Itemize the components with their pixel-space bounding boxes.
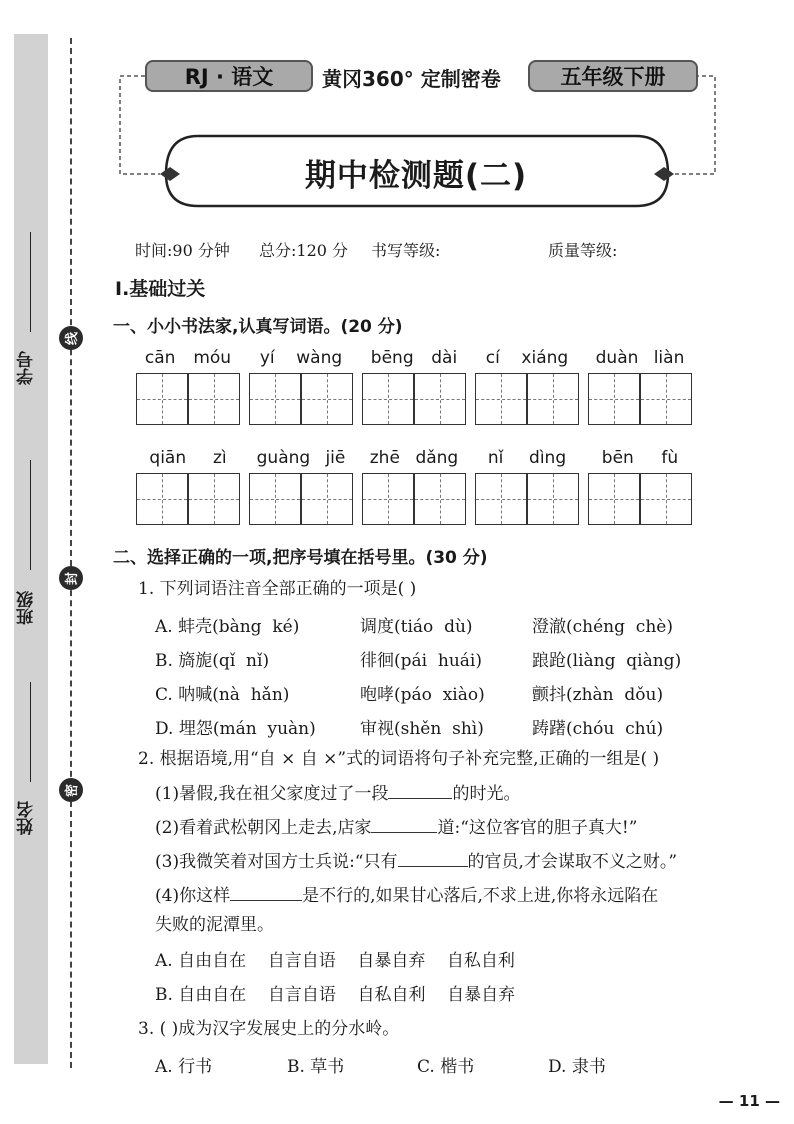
- choice-option: 踌躇(chóu chú): [532, 719, 664, 739]
- student-id-label: 学号: [17, 351, 37, 385]
- choice-option: C. 呐喊(nà hǎn): [155, 685, 290, 705]
- pinyin-syllable: dài: [431, 348, 458, 368]
- pinyin-syllable: dǎng: [415, 448, 459, 468]
- q1-heading: 一、小小书法家,认真写词语。(20 分): [113, 317, 403, 337]
- choice-option: D. 埋怨(mán yuàn): [155, 719, 316, 739]
- choice-option: A. 行书: [155, 1057, 213, 1077]
- grid-guide: [666, 374, 667, 424]
- grid-guide: [162, 474, 163, 524]
- choice-option: D. 隶书: [548, 1057, 606, 1077]
- section-title: Ⅰ.基础过关: [115, 278, 206, 300]
- class-field[interactable]: [30, 460, 31, 570]
- grid-guide: [501, 474, 502, 524]
- header-frame: [0, 0, 794, 230]
- pinyin-syllable: liàn: [653, 348, 685, 368]
- grid-guide: [214, 374, 215, 424]
- pinyin-syllable: bēn: [601, 448, 634, 468]
- grid-guide: [388, 374, 389, 424]
- pinyin-syllable: yí: [259, 348, 275, 368]
- pinyin-syllable: wàng: [296, 348, 343, 368]
- tian-zi-ge-box[interactable]: [527, 373, 579, 425]
- pinyin-group: [249, 348, 353, 370]
- choice-option: 澄澈(chéng chè): [532, 617, 673, 637]
- q2-sub2-sentence1: (1)暑假,我在祖父家度过了一段 的时光。: [155, 784, 521, 804]
- tian-zi-ge-box[interactable]: [362, 373, 414, 425]
- blank-4[interactable]: [230, 884, 302, 901]
- student-id-field[interactable]: [30, 232, 31, 332]
- grid-guide: [275, 374, 276, 424]
- pinyin-group: [362, 448, 466, 470]
- grid-guide: [440, 374, 441, 424]
- pinyin-group: [136, 448, 240, 470]
- grid-guide: [327, 374, 328, 424]
- tian-zi-ge-box[interactable]: [640, 373, 692, 425]
- writing-grade: 书写等级:: [371, 241, 441, 260]
- exam-score: 总分:120 分: [259, 241, 349, 260]
- tian-zi-ge-box[interactable]: [475, 373, 527, 425]
- tian-zi-ge-box[interactable]: [188, 473, 240, 525]
- pinyin-syllable: zhē: [369, 448, 400, 468]
- pinyin-syllable: nǐ: [487, 448, 504, 468]
- pinyin-syllable: fù: [661, 448, 679, 468]
- tian-zi-ge-box[interactable]: [136, 373, 188, 425]
- tian-zi-ge-box[interactable]: [414, 473, 466, 525]
- name-field[interactable]: [30, 682, 31, 782]
- choice-option: A. 蚌壳(bàng ké): [155, 617, 300, 637]
- series-name: 黄冈360° 定制密卷: [322, 66, 501, 91]
- q2-sub2-stem: 2. 根据语境,用“自 × 自 ×”式的词语将句子补充完整,正确的一组是( ): [138, 749, 660, 769]
- pinyin-syllable: dìng: [529, 448, 567, 468]
- pinyin-syllable: bēng: [370, 348, 414, 368]
- grid-guide: [666, 474, 667, 524]
- name-label: 姓名: [17, 801, 37, 835]
- grid-guide: [214, 474, 215, 524]
- pinyin-group: [362, 348, 466, 370]
- page-title: 期中检测题(二): [304, 158, 528, 194]
- tian-zi-ge-box[interactable]: [414, 373, 466, 425]
- q2-sub2-sentence2: (2)看着武松朝冈上走去,店家 道:“这位客官的胆子真大!”: [155, 818, 638, 838]
- pinyin-group: [588, 448, 692, 470]
- choice-option: 审视(shěn shì): [360, 719, 484, 739]
- grid-guide: [440, 474, 441, 524]
- pinyin-group: [136, 348, 240, 370]
- grade-badge: 五年级下册: [528, 60, 698, 92]
- q2-sub2-option-b: B. 自由自在 自言自语 自私自利 自暴自弃: [155, 985, 516, 1005]
- pinyin-group: [249, 448, 353, 470]
- choice-option: 徘徊(pái huái): [360, 651, 482, 671]
- pinyin-syllable: cān: [144, 348, 176, 368]
- choice-option: 调度(tiáo dù): [360, 617, 473, 637]
- pinyin-syllable: cí: [485, 348, 500, 368]
- grid-guide: [501, 374, 502, 424]
- class-label: 班级: [17, 591, 37, 625]
- grid-guide: [553, 474, 554, 524]
- tian-zi-ge-box[interactable]: [249, 373, 301, 425]
- tian-zi-ge-box[interactable]: [588, 473, 640, 525]
- tian-zi-ge-box[interactable]: [301, 373, 353, 425]
- tian-zi-ge-box[interactable]: [588, 373, 640, 425]
- tian-zi-ge-box[interactable]: [301, 473, 353, 525]
- pinyin-syllable: guàng: [256, 448, 311, 468]
- choice-option: 颤抖(zhàn dǒu): [532, 685, 664, 705]
- q2-sub2-sentence4: (4)你这样 是不行的,如果甘心落后,不求上进,你将永远陷在: [155, 886, 659, 906]
- choice-option: 咆哮(páo xiào): [360, 685, 485, 705]
- q2-sub2-sentence4-cont: 失败的泥潭里。: [155, 915, 274, 935]
- quality-grade: 质量等级:: [548, 241, 618, 260]
- pinyin-syllable: qiān: [149, 448, 187, 468]
- q2-sub1-stem: 1. 下列词语注音全部正确的一项是( ): [138, 579, 417, 599]
- choice-option: B. 草书: [287, 1057, 345, 1077]
- grid-guide: [327, 474, 328, 524]
- exam-time: 时间:90 分钟: [135, 241, 230, 260]
- pinyin-syllable: jiē: [325, 448, 346, 468]
- pinyin-group: [475, 348, 579, 370]
- pinyin-syllable: zì: [212, 448, 227, 468]
- q2-sub2-sentence3: (3)我微笑着对国方士兵说:“只有 的官员,才会谋取不义之财。”: [155, 852, 678, 872]
- pinyin-syllable: duàn: [595, 348, 639, 368]
- tian-zi-ge-box[interactable]: [188, 373, 240, 425]
- page-number: — 11 —: [718, 1092, 780, 1110]
- q2-sub2-option-a: A. 自由自在 自言自语 自暴自弃 自私自利: [155, 951, 515, 971]
- seal-seal-mark: 封: [59, 566, 83, 590]
- seal-secret-mark: 密: [59, 778, 83, 802]
- seal-line-mark: 线: [59, 326, 83, 350]
- tian-zi-ge-box[interactable]: [475, 473, 527, 525]
- pinyin-syllable: móu: [193, 348, 232, 368]
- choice-option: B. 旖旎(qǐ nǐ): [155, 651, 270, 671]
- grid-guide: [553, 374, 554, 424]
- grid-guide: [275, 474, 276, 524]
- pinyin-group: [588, 348, 692, 370]
- grid-guide: [162, 374, 163, 424]
- q2-sub3-stem: 3. ( )成为汉字发展史上的分水岭。: [138, 1019, 400, 1039]
- pinyin-syllable: xiáng: [521, 348, 569, 368]
- blank-1[interactable]: [388, 782, 452, 799]
- q2-heading: 二、选择正确的一项,把序号填在括号里。(30 分): [113, 548, 488, 568]
- choice-option: C. 楷书: [417, 1057, 475, 1077]
- tian-zi-ge-box[interactable]: [527, 473, 579, 525]
- blank-2[interactable]: [371, 816, 437, 833]
- grid-guide: [614, 374, 615, 424]
- subject-badge: RJ · 语文: [145, 60, 313, 92]
- tian-zi-ge-box[interactable]: [640, 473, 692, 525]
- pinyin-group: [475, 448, 579, 470]
- tian-zi-ge-box[interactable]: [362, 473, 414, 525]
- blank-3[interactable]: [398, 850, 468, 867]
- grid-guide: [614, 474, 615, 524]
- grid-guide: [388, 474, 389, 524]
- tian-zi-ge-box[interactable]: [249, 473, 301, 525]
- tian-zi-ge-box[interactable]: [136, 473, 188, 525]
- choice-option: 踉跄(liàng qiàng): [532, 651, 682, 671]
